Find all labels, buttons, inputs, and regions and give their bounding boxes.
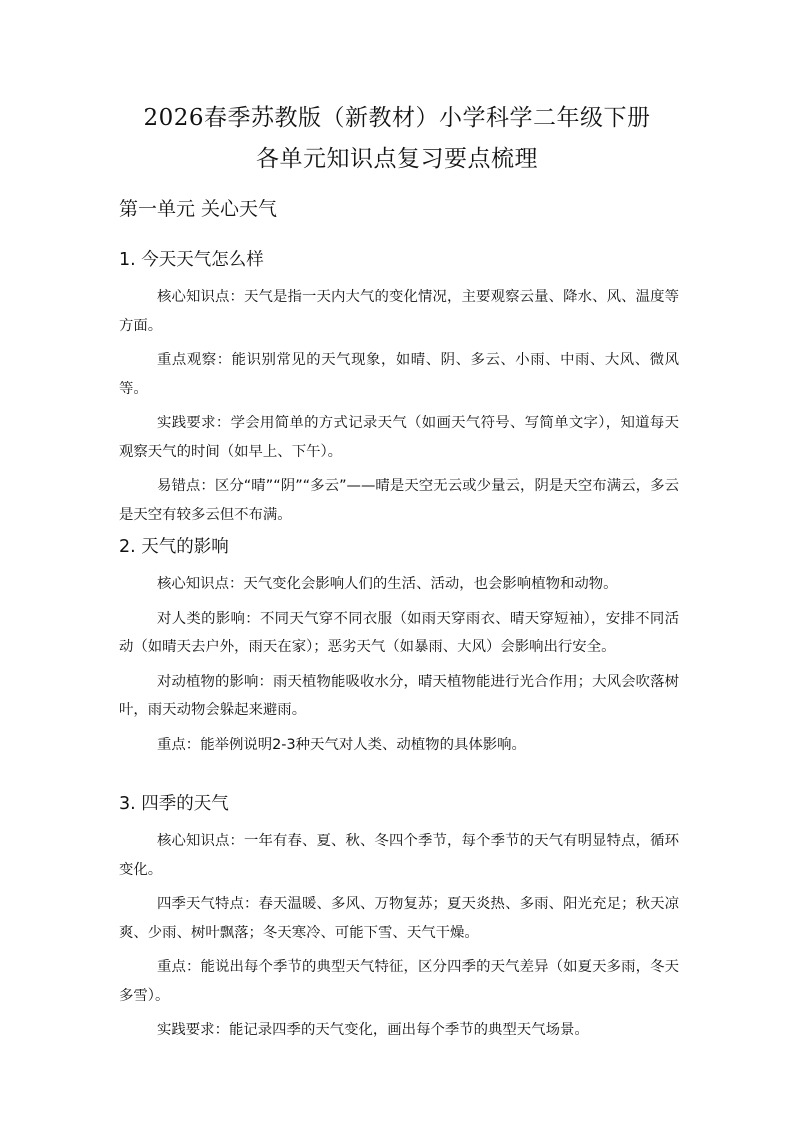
paragraph-key-observation [119,346,679,403]
paragraph-text: 区分“晴”“阴”“多云”——晴是天空无云或少量云，阴是天空布满云，多云是天空有较多云但不布满。 [119,478,679,523]
paragraph-text: 雨天植物能吸收水分，晴天植物能进行光合作用；大风会吹落树叶，雨天动物会躲起来避雨。 [119,673,679,718]
paragraph-label: 实践要求 ： [157,1022,229,1038]
paragraph-label: 对人类的影响 ： [157,611,260,627]
paragraph-label: 重点 ： [157,959,201,975]
paragraph-text: 天气变化会影响人们的生活、活动，也会影响植物和动物。 [243,576,618,592]
paragraph-text: 能说出每个季节的典型天气特征，区分四季的天气差异（如夏天多雨，冬天多雪）。 [119,959,679,1004]
paragraph-key-point [119,731,679,760]
paragraph-text: 不同天气穿不同衣服（如雨天穿雨衣、晴天穿短袖），安排不同活动（如晴天去户外，雨天在家）；恶劣天气（如暴雨、大风）会影响出行安全。 [119,610,679,655]
paragraph-core-knowledge [119,570,679,599]
paragraph-text: 一年有春、夏、秋、冬四个季节，每个季节的天气有明显特点，循环变化。 [119,833,679,878]
paragraph-text: 天气是指一天内大气的变化情况，主要观察云量、降水、风、温度等方面。 [119,289,679,334]
section-weather-today [119,248,679,535]
unit-title: 第一单元 关心天气 [119,198,278,220]
section-weather-impact [119,535,679,765]
paragraph-label: 四季天气特点 ： [157,896,259,912]
paragraph-label: 重点 ： [157,737,200,753]
paragraph-label: 核心知识点 ： [157,289,244,305]
paragraph-core-knowledge [119,827,679,884]
paragraph-text: 能记录四季的天气变化，画出每个季节的典型天气场景。 [228,1022,589,1038]
paragraph-text: 春天温暖、多风、万物复苏；夏天炎热、多雨、阳光充足；秋天凉爽、少雨、树叶飘落；冬天寒冷、可能下雪、天气干燥。 [119,896,679,941]
paragraph-practice-requirement [119,409,679,466]
document-title-line2: 各单元知识点复习要点梳理 [256,146,538,172]
paragraph-label: 易错点 ： [157,478,215,494]
paragraph-label: 实践要求 ： [157,415,231,431]
paragraph-label: 对动植物的影响 ： [157,674,273,690]
document-title-line1: 2026春季苏教版（新教材）小学科学二年级下册 [143,105,651,131]
paragraph-impact-on-plants-animals [119,668,679,725]
paragraph-impact-on-humans [119,605,679,662]
section-heading: 1. 今天天气怎么样 [119,250,264,270]
paragraph-key-point [119,953,679,1010]
paragraph-label: 核心知识点 ： [157,576,243,592]
paragraph-practice-requirement [119,1016,679,1045]
section-heading: 3. 四季的天气 [119,794,229,814]
section-heading: 2. 天气的影响 [119,537,229,557]
paragraph-common-mistake [119,472,679,529]
paragraph-season-features [119,890,679,947]
paragraph-core-knowledge [119,283,679,340]
section-four-seasons [119,792,679,1051]
paragraph-text: 能举例说明2-3种天气对人类、动植物的具体影响。 [200,736,526,753]
paragraph-text: 能识别常见的天气现象，如晴、阴、多云、小雨、中雨、大风、微风等。 [119,352,679,397]
paragraph-text: 学会用简单的方式记录天气（如画天气符号、写简单文字），知道每天观察天气的时间（如早上、下午）。 [119,415,679,460]
paragraph-label: 核心知识点 ： [157,833,244,849]
paragraph-label: 重点观察 ： [157,352,232,368]
